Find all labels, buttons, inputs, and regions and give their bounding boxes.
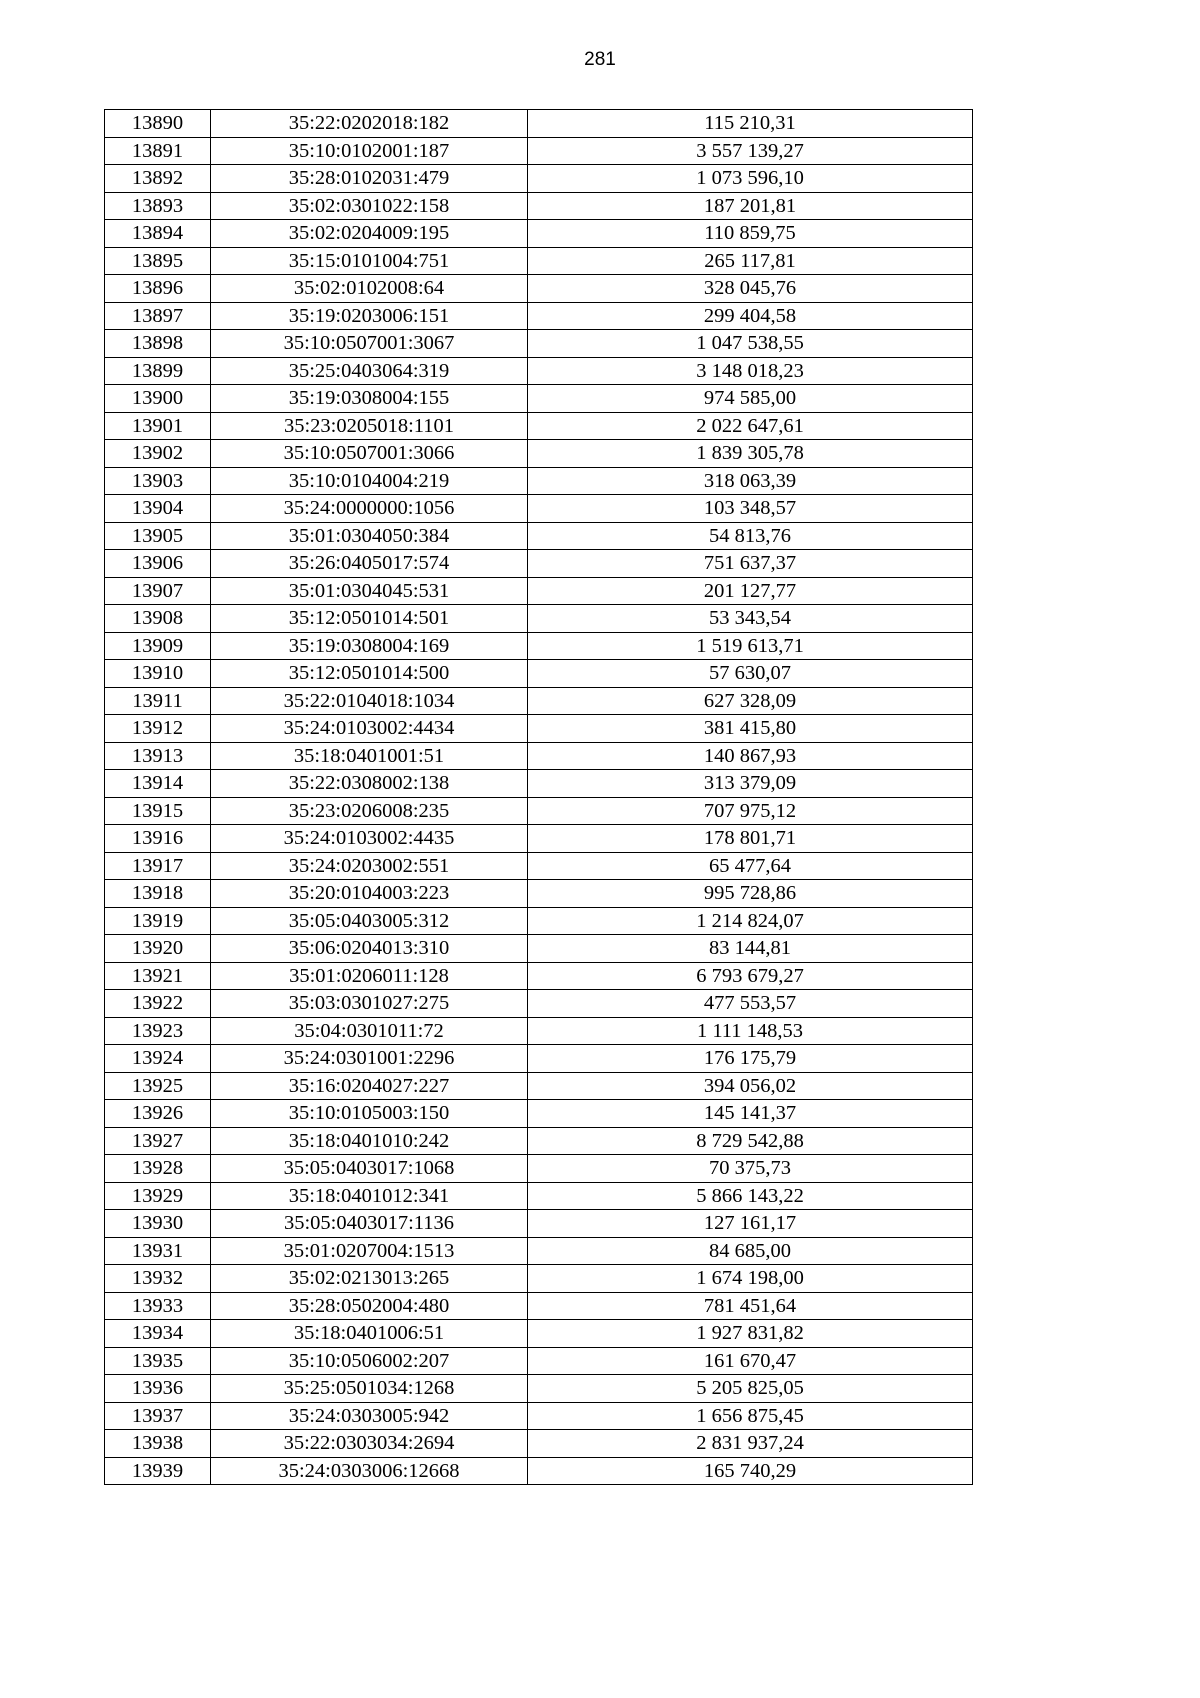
- table-row: [105, 1265, 973, 1293]
- cadastral-value-cell: 265 117,81: [528, 247, 973, 275]
- row-number-cell: 13902: [105, 440, 211, 468]
- cadastral-value-cell: 627 328,09: [528, 687, 973, 715]
- cadastral-number-cell: 35:02:0204009:195: [211, 220, 528, 248]
- table-row: [105, 302, 973, 330]
- cadastral-number-cell: 35:04:0301011:72: [211, 1017, 528, 1045]
- row-number-cell: 13893: [105, 192, 211, 220]
- row-number-cell: 13925: [105, 1072, 211, 1100]
- cadastral-number-cell: 35:24:0303005:942: [211, 1402, 528, 1430]
- cadastral-value-cell: 1 674 198,00: [528, 1265, 973, 1293]
- table-row: [105, 632, 973, 660]
- cadastral-value-cell: 707 975,12: [528, 797, 973, 825]
- cadastral-value-cell: 127 161,17: [528, 1210, 973, 1238]
- table-row: [105, 467, 973, 495]
- row-number-cell: 13906: [105, 550, 211, 578]
- cadastral-value-cell: 145 141,37: [528, 1100, 973, 1128]
- cadastral-number-cell: 35:10:0506002:207: [211, 1347, 528, 1375]
- row-number-cell: 13898: [105, 330, 211, 358]
- cadastral-number-cell: 35:01:0304045:531: [211, 577, 528, 605]
- cadastral-value-cell: 1 047 538,55: [528, 330, 973, 358]
- row-number-cell: 13932: [105, 1265, 211, 1293]
- table-row: [105, 1072, 973, 1100]
- table-row: [105, 1402, 973, 1430]
- cadastral-value-cell: 187 201,81: [528, 192, 973, 220]
- table-row: [105, 440, 973, 468]
- table-row: [105, 715, 973, 743]
- table-body: [105, 110, 973, 1485]
- cadastral-value-cell: 70 375,73: [528, 1155, 973, 1183]
- cadastral-number-cell: 35:24:0103002:4434: [211, 715, 528, 743]
- cadastral-number-cell: 35:18:0401001:51: [211, 742, 528, 770]
- cadastral-value-cell: 1 519 613,71: [528, 632, 973, 660]
- cadastral-number-cell: 35:02:0301022:158: [211, 192, 528, 220]
- cadastral-number-cell: 35:10:0507001:3067: [211, 330, 528, 358]
- cadastral-number-cell: 35:01:0304050:384: [211, 522, 528, 550]
- cadastral-number-cell: 35:25:0501034:1268: [211, 1375, 528, 1403]
- row-number-cell: 13929: [105, 1182, 211, 1210]
- table-row: [105, 1045, 973, 1073]
- cadastral-value-cell: 313 379,09: [528, 770, 973, 798]
- cadastral-value-cell: 65 477,64: [528, 852, 973, 880]
- table-row: [105, 247, 973, 275]
- row-number-cell: 13912: [105, 715, 211, 743]
- row-number-cell: 13890: [105, 110, 211, 138]
- row-number-cell: 13910: [105, 660, 211, 688]
- cadastral-value-cell: 477 553,57: [528, 990, 973, 1018]
- table-row: [105, 412, 973, 440]
- table-row: [105, 797, 973, 825]
- table-row: [105, 1182, 973, 1210]
- cadastral-value-cell: 5 866 143,22: [528, 1182, 973, 1210]
- cadastral-value-cell: 115 210,31: [528, 110, 973, 138]
- table-row: [105, 110, 973, 138]
- table-row: [105, 137, 973, 165]
- cadastral-value-cell: 6 793 679,27: [528, 962, 973, 990]
- cadastral-value-cell: 1 111 148,53: [528, 1017, 973, 1045]
- cadastral-number-cell: 35:24:0103002:4435: [211, 825, 528, 853]
- cadastral-number-cell: 35:18:0401012:341: [211, 1182, 528, 1210]
- row-number-cell: 13937: [105, 1402, 211, 1430]
- cadastral-number-cell: 35:28:0502004:480: [211, 1292, 528, 1320]
- cadastral-number-cell: 35:10:0102001:187: [211, 137, 528, 165]
- cadastral-value-cell: 328 045,76: [528, 275, 973, 303]
- cadastral-value-cell: 1 073 596,10: [528, 165, 973, 193]
- cadastral-value-cell: 381 415,80: [528, 715, 973, 743]
- cadastral-number-cell: 35:23:0206008:235: [211, 797, 528, 825]
- cadastral-value-cell: 53 343,54: [528, 605, 973, 633]
- cadastral-number-cell: 35:24:0000000:1056: [211, 495, 528, 523]
- cadastral-number-cell: 35:26:0405017:574: [211, 550, 528, 578]
- table-row: [105, 495, 973, 523]
- row-number-cell: 13916: [105, 825, 211, 853]
- cadastral-value-cell: 161 670,47: [528, 1347, 973, 1375]
- row-number-cell: 13891: [105, 137, 211, 165]
- table-row: [105, 907, 973, 935]
- table-row: [105, 825, 973, 853]
- row-number-cell: 13934: [105, 1320, 211, 1348]
- table-row: [105, 275, 973, 303]
- cadastral-number-cell: 35:10:0104004:219: [211, 467, 528, 495]
- table-row: [105, 1100, 973, 1128]
- row-number-cell: 13920: [105, 935, 211, 963]
- cadastral-value-cell: 103 348,57: [528, 495, 973, 523]
- cadastral-number-cell: 35:24:0303006:12668: [211, 1457, 528, 1485]
- row-number-cell: 13933: [105, 1292, 211, 1320]
- row-number-cell: 13908: [105, 605, 211, 633]
- table-row: [105, 220, 973, 248]
- table-row: [105, 1347, 973, 1375]
- cadastral-value-cell: 201 127,77: [528, 577, 973, 605]
- cadastral-number-cell: 35:15:0101004:751: [211, 247, 528, 275]
- row-number-cell: 13901: [105, 412, 211, 440]
- cadastral-number-cell: 35:19:0308004:169: [211, 632, 528, 660]
- page-number: 281: [584, 49, 616, 70]
- cadastral-number-cell: 35:02:0213013:265: [211, 1265, 528, 1293]
- cadastral-value-cell: 1 214 824,07: [528, 907, 973, 935]
- cadastral-number-cell: 35:01:0206011:128: [211, 962, 528, 990]
- table-row: [105, 1320, 973, 1348]
- cadastral-number-cell: 35:18:0401010:242: [211, 1127, 528, 1155]
- row-number-cell: 13894: [105, 220, 211, 248]
- row-number-cell: 13896: [105, 275, 211, 303]
- cadastral-number-cell: 35:05:0403005:312: [211, 907, 528, 935]
- cadastral-number-cell: 35:24:0203002:551: [211, 852, 528, 880]
- row-number-cell: 13897: [105, 302, 211, 330]
- row-number-cell: 13921: [105, 962, 211, 990]
- cadastral-number-cell: 35:10:0105003:150: [211, 1100, 528, 1128]
- table-row: [105, 1292, 973, 1320]
- row-number-cell: 13914: [105, 770, 211, 798]
- cadastral-number-cell: 35:06:0204013:310: [211, 935, 528, 963]
- table-row: [105, 880, 973, 908]
- cadastral-value-cell: 84 685,00: [528, 1237, 973, 1265]
- table-row: [105, 1210, 973, 1238]
- row-number-cell: 13913: [105, 742, 211, 770]
- row-number-cell: 13900: [105, 385, 211, 413]
- cadastral-number-cell: 35:12:0501014:501: [211, 605, 528, 633]
- cadastral-value-cell: 2 831 937,24: [528, 1430, 973, 1458]
- cadastral-number-cell: 35:16:0204027:227: [211, 1072, 528, 1100]
- table-row: [105, 742, 973, 770]
- cadastral-number-cell: 35:25:0403064:319: [211, 357, 528, 385]
- table-row: [105, 522, 973, 550]
- row-number-cell: 13923: [105, 1017, 211, 1045]
- row-number-cell: 13909: [105, 632, 211, 660]
- row-number-cell: 13928: [105, 1155, 211, 1183]
- cadastral-value-cell: 299 404,58: [528, 302, 973, 330]
- row-number-cell: 13939: [105, 1457, 211, 1485]
- table-row: [105, 577, 973, 605]
- row-number-cell: 13926: [105, 1100, 211, 1128]
- table-row: [105, 990, 973, 1018]
- cadastral-value-table: [104, 109, 973, 1485]
- table-row: [105, 1375, 973, 1403]
- cadastral-value-cell: 54 813,76: [528, 522, 973, 550]
- cadastral-number-cell: 35:22:0303034:2694: [211, 1430, 528, 1458]
- cadastral-value-cell: 140 867,93: [528, 742, 973, 770]
- row-number-cell: 13938: [105, 1430, 211, 1458]
- table-row: [105, 165, 973, 193]
- table-row: [105, 330, 973, 358]
- cadastral-value-cell: 751 637,37: [528, 550, 973, 578]
- table-row: [105, 605, 973, 633]
- row-number-cell: 13915: [105, 797, 211, 825]
- table-row: [105, 1430, 973, 1458]
- cadastral-value-cell: 394 056,02: [528, 1072, 973, 1100]
- cadastral-number-cell: 35:05:0403017:1068: [211, 1155, 528, 1183]
- cadastral-value-cell: 318 063,39: [528, 467, 973, 495]
- cadastral-value-cell: 176 175,79: [528, 1045, 973, 1073]
- cadastral-value-cell: 995 728,86: [528, 880, 973, 908]
- cadastral-number-cell: 35:18:0401006:51: [211, 1320, 528, 1348]
- row-number-cell: 13911: [105, 687, 211, 715]
- row-number-cell: 13930: [105, 1210, 211, 1238]
- row-number-cell: 13922: [105, 990, 211, 1018]
- table-row: [105, 357, 973, 385]
- cadastral-number-cell: 35:03:0301027:275: [211, 990, 528, 1018]
- table-row: [105, 687, 973, 715]
- row-number-cell: 13892: [105, 165, 211, 193]
- cadastral-number-cell: 35:28:0102031:479: [211, 165, 528, 193]
- row-number-cell: 13919: [105, 907, 211, 935]
- table-row: [105, 1237, 973, 1265]
- cadastral-number-cell: 35:05:0403017:1136: [211, 1210, 528, 1238]
- table-row: [105, 962, 973, 990]
- cadastral-value-cell: 110 859,75: [528, 220, 973, 248]
- table-row: [105, 550, 973, 578]
- cadastral-value-cell: 178 801,71: [528, 825, 973, 853]
- cadastral-number-cell: 35:01:0207004:1513: [211, 1237, 528, 1265]
- cadastral-value-cell: 83 144,81: [528, 935, 973, 963]
- cadastral-value-cell: 3 148 018,23: [528, 357, 973, 385]
- cadastral-value-cell: 3 557 139,27: [528, 137, 973, 165]
- cadastral-number-cell: 35:22:0104018:1034: [211, 687, 528, 715]
- row-number-cell: 13899: [105, 357, 211, 385]
- table-row: [105, 660, 973, 688]
- row-number-cell: 13917: [105, 852, 211, 880]
- cadastral-value-cell: 57 630,07: [528, 660, 973, 688]
- table-row: [105, 1155, 973, 1183]
- cadastral-value-cell: 781 451,64: [528, 1292, 973, 1320]
- row-number-cell: 13918: [105, 880, 211, 908]
- cadastral-number-cell: 35:24:0301001:2296: [211, 1045, 528, 1073]
- cadastral-number-cell: 35:10:0507001:3066: [211, 440, 528, 468]
- row-number-cell: 13927: [105, 1127, 211, 1155]
- row-number-cell: 13936: [105, 1375, 211, 1403]
- table-row: [105, 1127, 973, 1155]
- table-row: [105, 770, 973, 798]
- cadastral-number-cell: 35:12:0501014:500: [211, 660, 528, 688]
- row-number-cell: 13904: [105, 495, 211, 523]
- cadastral-value-cell: 1 839 305,78: [528, 440, 973, 468]
- table-row: [105, 1017, 973, 1045]
- cadastral-value-cell: 165 740,29: [528, 1457, 973, 1485]
- cadastral-value-cell: 5 205 825,05: [528, 1375, 973, 1403]
- row-number-cell: 13907: [105, 577, 211, 605]
- row-number-cell: 13905: [105, 522, 211, 550]
- cadastral-number-cell: 35:02:0102008:64: [211, 275, 528, 303]
- table-row: [105, 1457, 973, 1485]
- cadastral-number-cell: 35:20:0104003:223: [211, 880, 528, 908]
- row-number-cell: 13924: [105, 1045, 211, 1073]
- cadastral-number-cell: 35:22:0202018:182: [211, 110, 528, 138]
- cadastral-number-cell: 35:19:0203006:151: [211, 302, 528, 330]
- row-number-cell: 13903: [105, 467, 211, 495]
- cadastral-number-cell: 35:23:0205018:1101: [211, 412, 528, 440]
- table-row: [105, 935, 973, 963]
- cadastral-value-cell: 8 729 542,88: [528, 1127, 973, 1155]
- row-number-cell: 13935: [105, 1347, 211, 1375]
- cadastral-value-cell: 1 927 831,82: [528, 1320, 973, 1348]
- table-row: [105, 385, 973, 413]
- table-row: [105, 852, 973, 880]
- cadastral-value-cell: 1 656 875,45: [528, 1402, 973, 1430]
- row-number-cell: 13931: [105, 1237, 211, 1265]
- cadastral-number-cell: 35:22:0308002:138: [211, 770, 528, 798]
- cadastral-value-cell: 2 022 647,61: [528, 412, 973, 440]
- row-number-cell: 13895: [105, 247, 211, 275]
- table-row: [105, 192, 973, 220]
- cadastral-number-cell: 35:19:0308004:155: [211, 385, 528, 413]
- cadastral-value-cell: 974 585,00: [528, 385, 973, 413]
